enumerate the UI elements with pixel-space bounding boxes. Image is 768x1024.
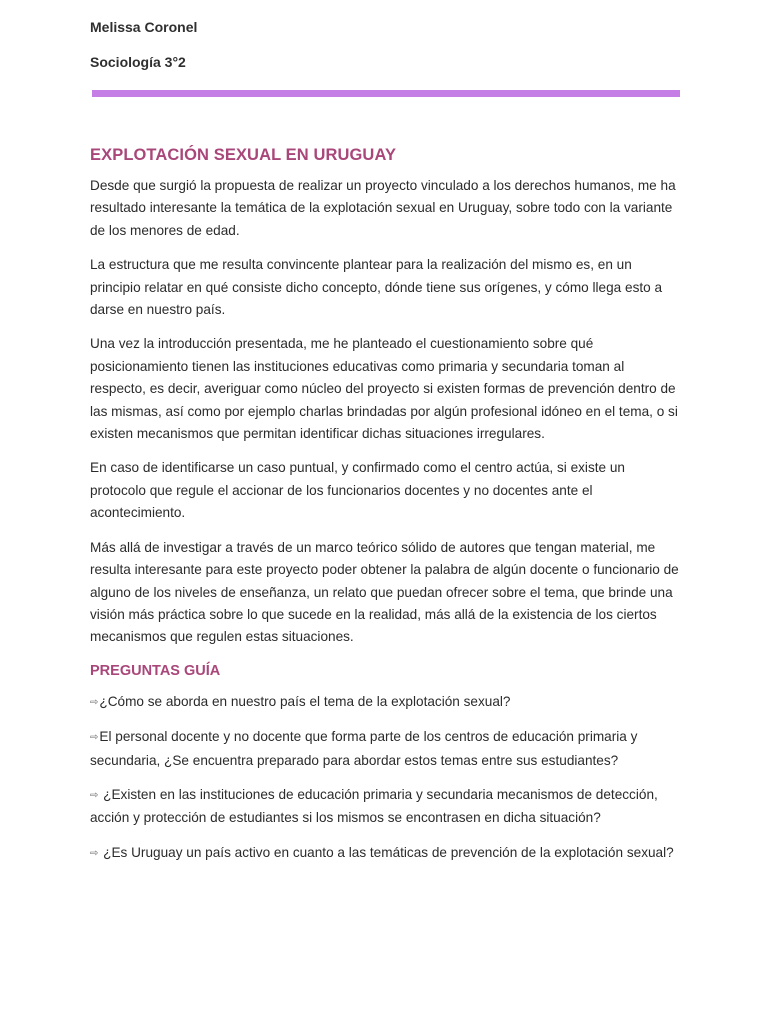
document-body [90,144,682,877]
question-text: ¿Cómo se aborda en nuestro país el tema de la explotación sexual? [99,693,511,709]
document-title: EXPLOTACIÓN SEXUAL EN URUGUAY [90,146,397,164]
question-item [90,842,682,865]
question-text: ¿Existen en las instituciones de educación primaria y secundaria mecanismos de detección, acción y protección de estudiantes si los mismos se encontrasen en dicha situación? [90,786,658,826]
paragraph-3: Una vez la introducción presentada, me he planteado el cuestionamiento sobre qué posicionamiento tienen las instituciones educativas como primaria y secundaria toman al respecto, es decir, averiguar como núcleo del proyecto si existen formas de prevención dentro de las mismas, así como por ejemplo charlas brindadas por algún profesional idóneo en el tema, o si existen mecanismos que permitan identificar dichas situaciones irregulares. [90,336,678,442]
author-name: Melissa Coronel [90,19,198,35]
paragraph-1: Desde que surgió la propuesta de realizar un proyecto vinculado a los derechos humanos, me ha resultado interesante la temática de la explotación sexual en Uruguay, sobre todo con la variante de los menores de edad. [90,178,676,238]
question-text: ¿Es Uruguay un país activo en cuanto a las temáticas de prevención de la explotación sexual? [99,844,674,860]
paragraph-2: La estructura que me resulta convincente plantear para la realización del mismo es, en un principio relatar en qué consiste dicho concepto, dónde tiene sus orígenes, y cómo llega esto a darse en nuestro país. [90,257,663,318]
arrow-right-outline-icon: ⇨ [90,696,99,708]
paragraph-5: Más allá de investigar a través de un marco teórico sólido de autores que tengan material, me resulta interesante para este proyecto poder obtener la palabra de algún docente o funcionario de alguno de los niveles de enseñanza, un relato que puedan ofrecer sobre el tema, que brinde una visión más práctica sobre lo que sucede en la realidad, más allá de la existencia de los ciertos mecanismos que regulen estas situaciones. [90,539,679,645]
paragraph-4: En caso de identificarse un caso puntual, y confirmado como el centro actúa, si existe un protocolo que regule el accionar de los funcionarios docentes y no docentes ante el acontecimiento. [90,460,625,521]
question-item [90,691,682,714]
course-name: Sociología 3°2 [90,54,186,70]
arrow-right-outline-icon: ⇨ [90,789,99,801]
arrow-right-outline-icon: ⇨ [90,847,99,859]
header-divider [92,90,680,97]
question-item [90,784,682,830]
question-item [90,726,682,772]
question-text: El personal docente y no docente que forma parte de los centros de educación primaria y secundaria, ¿Se encuentra preparado para abordar estos temas entre sus estudiantes? [90,729,638,768]
questions-heading: PREGUNTAS GUÍA [90,662,221,679]
arrow-right-outline-icon: ⇨ [90,732,99,744]
